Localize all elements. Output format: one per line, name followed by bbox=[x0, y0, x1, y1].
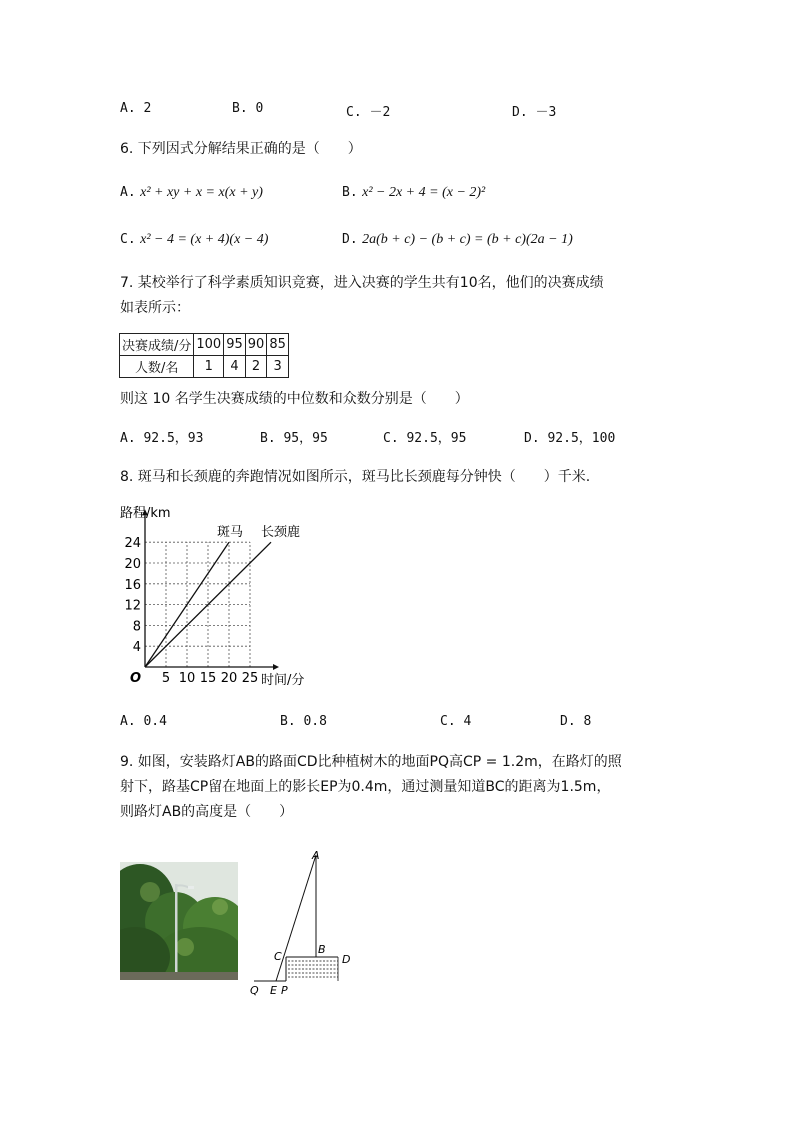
q6-option-c: C. x² − 4 = (x + 4)(x − 4) bbox=[120, 232, 269, 247]
q8-option-b: B. 0.8 bbox=[280, 714, 327, 729]
q7-question: 则这 10 名学生决赛成绩的中位数和众数分别是（ ） bbox=[120, 391, 469, 407]
q5-option-c: C. －2 bbox=[346, 105, 391, 120]
score-cell: 90 bbox=[245, 334, 267, 356]
series-label-0: 斑马 bbox=[217, 525, 244, 541]
series-labels bbox=[217, 525, 300, 540]
score-cell: 95 bbox=[224, 334, 246, 356]
x-tick-labels bbox=[162, 671, 258, 686]
light-ray bbox=[276, 855, 316, 981]
x-tick-label: 20 bbox=[220, 671, 238, 686]
q6-stem: 6. 下列因式分解结果正确的是（ ） bbox=[120, 141, 362, 157]
y-tick-label: 12 bbox=[124, 598, 141, 614]
x-tick-label: 25 bbox=[241, 671, 259, 686]
series-lines bbox=[145, 542, 271, 667]
count-cell: 1 bbox=[194, 356, 224, 378]
lamp-geometry-diagram bbox=[248, 845, 358, 1000]
y-axis-label: 路程/km bbox=[120, 506, 171, 521]
q8-stem: 8. 斑马和长颈鹿的奔跑情况如图所示，斑马比长颈鹿每分钟快（ ）千米. bbox=[120, 469, 591, 485]
label-b: B bbox=[318, 943, 326, 956]
label-q: Q bbox=[250, 984, 259, 997]
score-table-header: 决赛成绩/分 bbox=[120, 334, 194, 356]
count-table-header: 人数/名 bbox=[120, 356, 194, 378]
q7-option-d: D. 92.5，100 bbox=[524, 431, 616, 446]
q6-option-d: D. 2a(b + c) − (b + c) = (b + c)(2a − 1) bbox=[342, 232, 573, 247]
street-lamp-photo bbox=[120, 862, 238, 980]
x-tick-label: 10 bbox=[178, 671, 196, 686]
q9-line2: 射下，路基CP留在地面上的影长EP为0.4m，通过测量知道BC的距离为1.5m， bbox=[120, 779, 611, 795]
y-tick-label: 8 bbox=[132, 619, 141, 635]
q5-option-d: D. －3 bbox=[512, 105, 557, 120]
x-tick-label: 15 bbox=[199, 671, 217, 686]
distance-time-chart bbox=[115, 500, 325, 690]
label-d: D bbox=[342, 953, 351, 966]
score-cell: 100 bbox=[194, 334, 224, 356]
q8-option-c: C. 4 bbox=[440, 714, 472, 729]
origin-label: O bbox=[130, 671, 142, 686]
q8-option-d: D. 8 bbox=[560, 714, 592, 729]
q7-stem-line2: 如表所示： bbox=[120, 300, 190, 316]
y-tick-label: 16 bbox=[124, 577, 141, 593]
x-tick-label: 5 bbox=[161, 671, 171, 686]
y-tick-label: 4 bbox=[132, 640, 141, 656]
q6-option-b: B. x² − 2x + 4 = (x − 2)² bbox=[342, 185, 486, 200]
x-axis-label: 时间/分 bbox=[261, 673, 305, 688]
q5-option-a: A. 2 bbox=[120, 101, 152, 116]
count-cell: 2 bbox=[245, 356, 267, 378]
label-c: C bbox=[274, 950, 282, 963]
q7-stem-line1: 7. 某校举行了科学素质知识竞赛，进入决赛的学生共有10名，他们的决赛成绩 bbox=[120, 275, 604, 291]
q7-option-a: A. 92.5，93 bbox=[120, 431, 204, 446]
q7-option-c: C. 92.5，95 bbox=[383, 431, 467, 446]
road-hatching bbox=[288, 961, 338, 977]
y-tick-label: 24 bbox=[124, 536, 141, 552]
label-e: E bbox=[270, 984, 277, 997]
y-tick-label: 20 bbox=[124, 557, 141, 572]
score-table-row-scores bbox=[120, 334, 289, 356]
y-tick-labels bbox=[124, 536, 141, 655]
label-a: A bbox=[312, 849, 320, 862]
label-p: P bbox=[281, 984, 288, 997]
count-cell: 4 bbox=[224, 356, 246, 378]
q9-line3: 则路灯AB的高度是（ ） bbox=[120, 804, 294, 820]
score-cell: 85 bbox=[267, 334, 289, 356]
score-table bbox=[119, 333, 289, 378]
q9-line1: 9. 如图，安装路灯AB的路面CD比种植树木的地面PQ高CP = 1.2m，在路灯的照 bbox=[120, 754, 622, 770]
q6-option-a: A. x² + xy + x = x(x + y) bbox=[120, 185, 263, 200]
q5-option-b: B. 0 bbox=[232, 101, 264, 116]
chart-grid bbox=[145, 542, 250, 667]
q8-option-a: A. 0.4 bbox=[120, 714, 167, 729]
series-line-1 bbox=[145, 542, 271, 667]
series-label-1: 长颈鹿 bbox=[261, 525, 301, 541]
count-cell: 3 bbox=[267, 356, 289, 378]
score-table-row-counts bbox=[120, 356, 289, 378]
q7-option-b: B. 95，95 bbox=[260, 431, 328, 446]
x-axis-arrow bbox=[273, 664, 279, 670]
